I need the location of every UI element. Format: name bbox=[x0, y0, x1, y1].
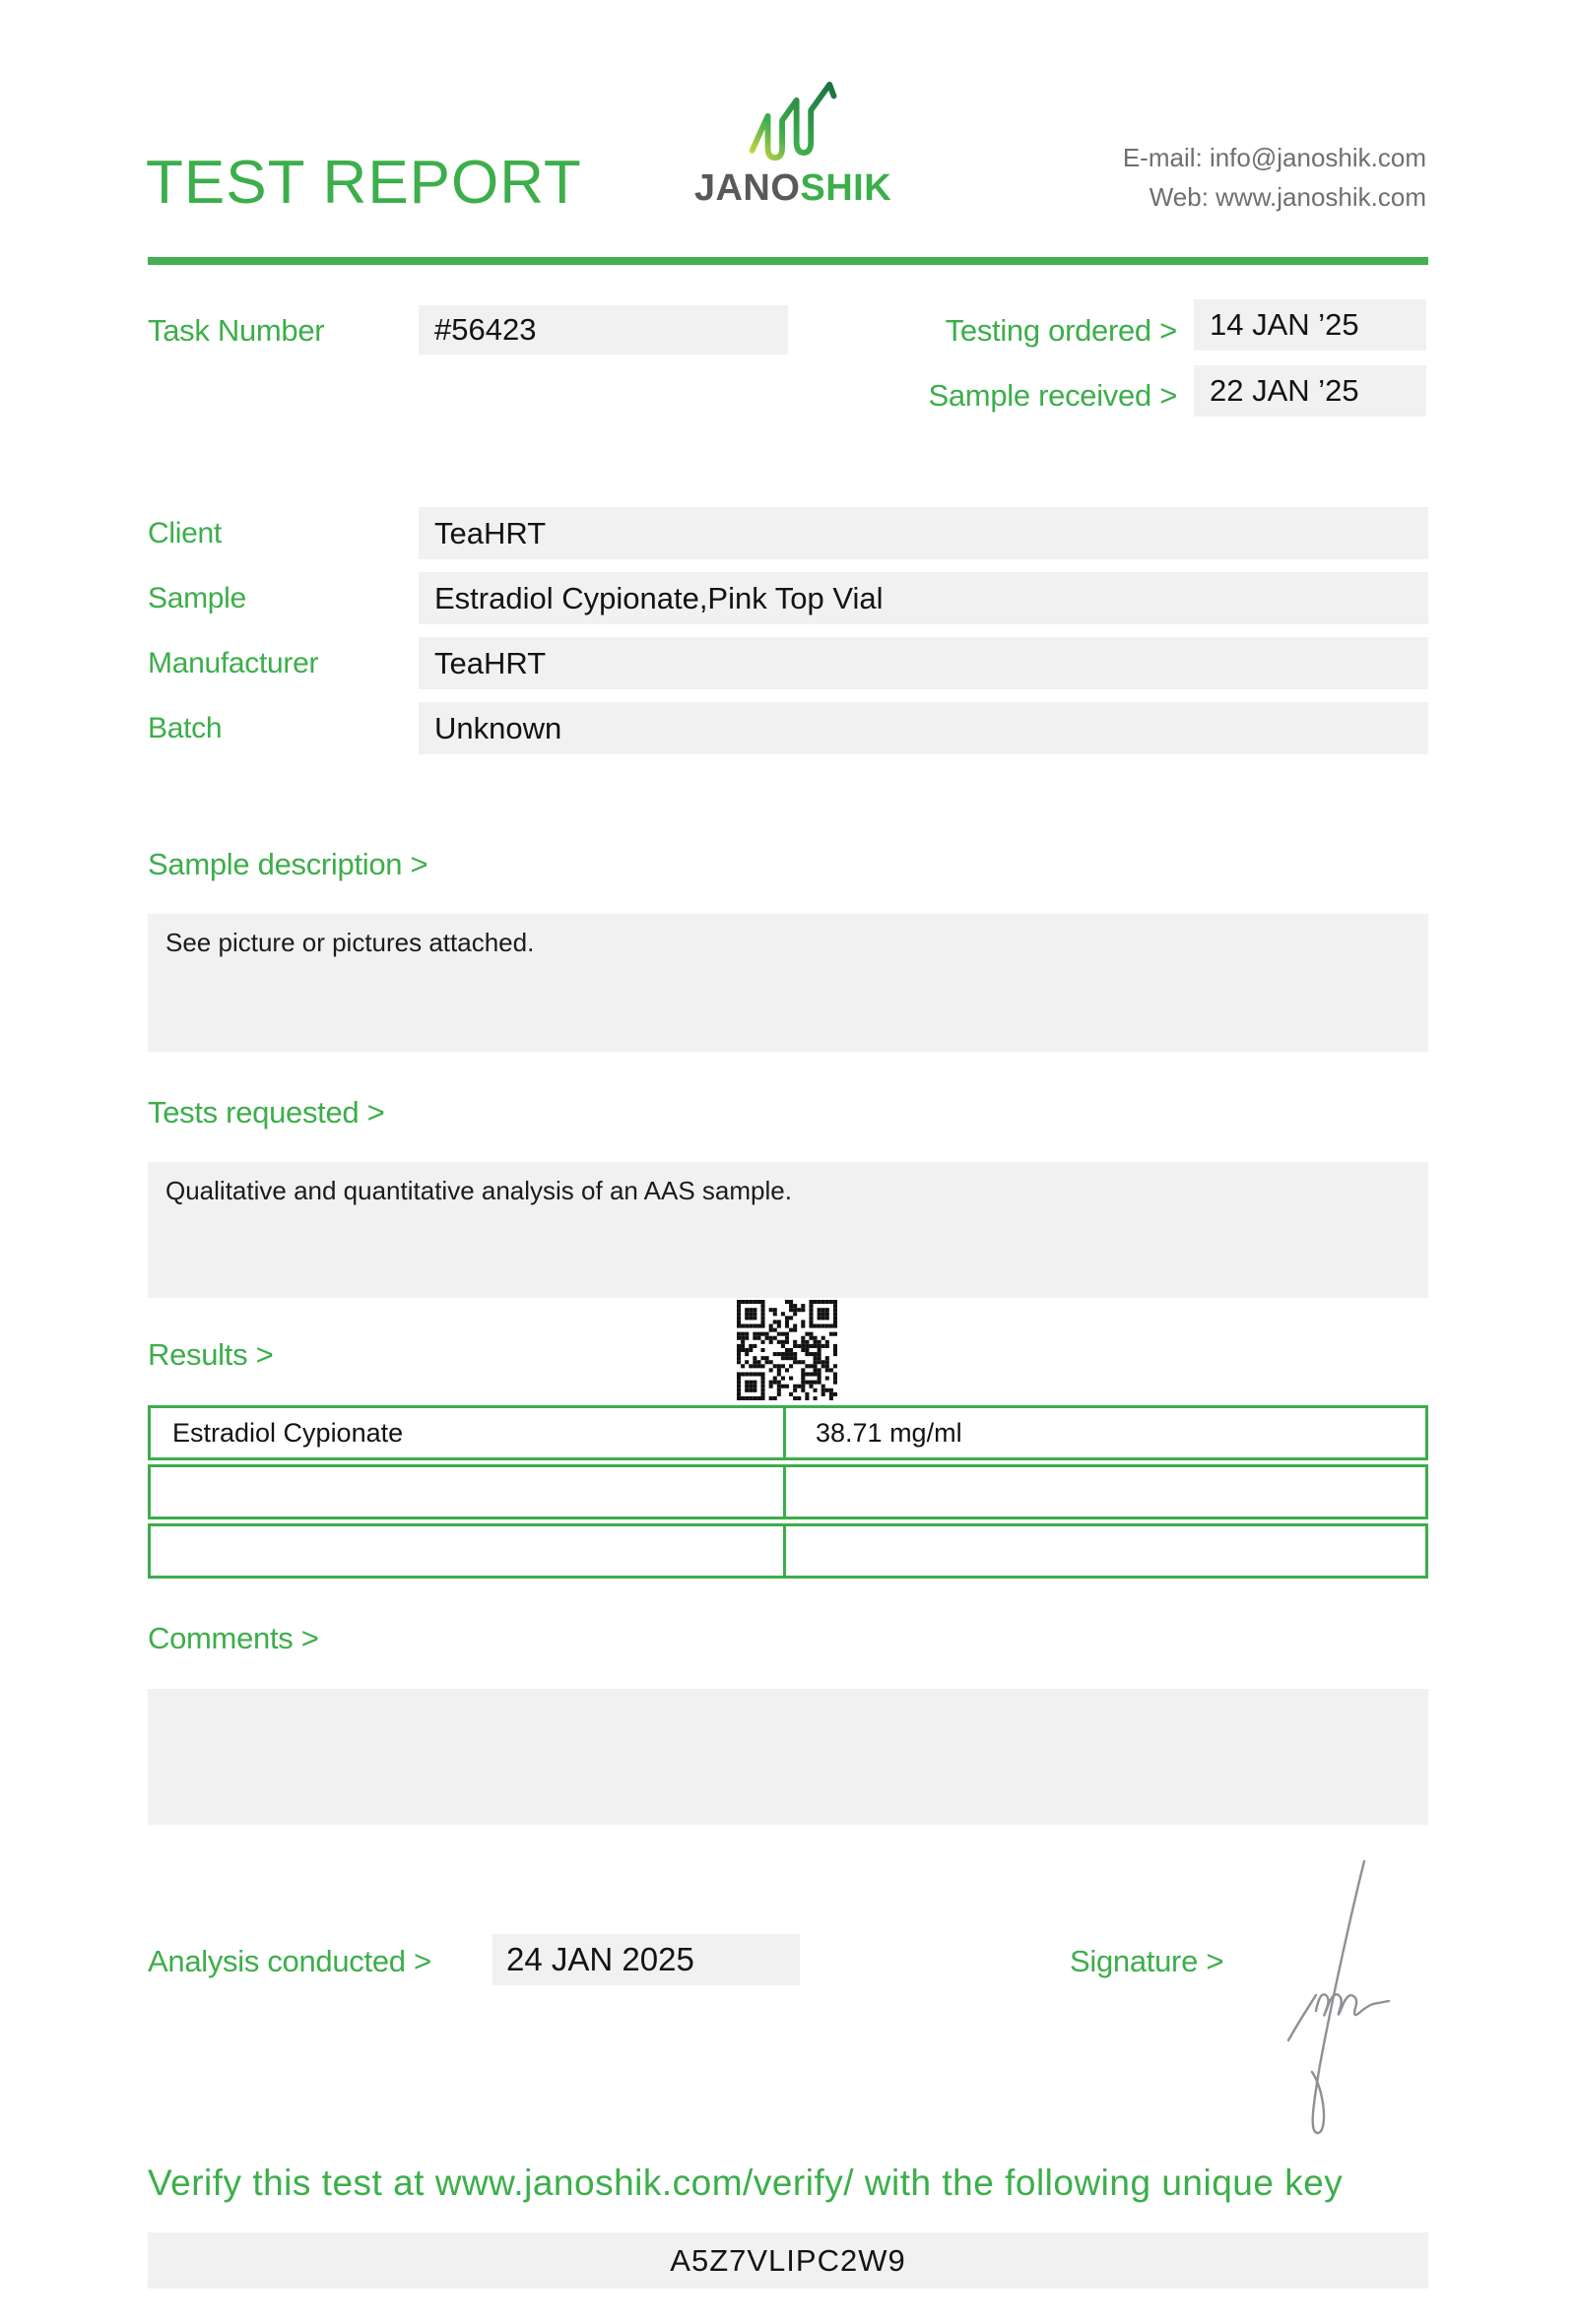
logo-shik: SHIK bbox=[800, 167, 892, 209]
testing-ordered-value: 14 JAN ’25 bbox=[1194, 299, 1426, 351]
sample-label: Sample bbox=[148, 581, 246, 614]
manufacturer-value: TeaHRT bbox=[419, 637, 1428, 689]
logo-chart-icon bbox=[746, 79, 840, 163]
header-divider bbox=[148, 257, 1428, 265]
table-row bbox=[148, 1405, 1428, 1460]
contact-web: Web: www.janoshik.com bbox=[1149, 182, 1426, 212]
task-number-value: #56423 bbox=[419, 305, 788, 355]
batch-value: Unknown bbox=[419, 702, 1428, 754]
batch-label: Batch bbox=[148, 711, 223, 744]
verify-instruction: Verify this test at www.janoshik.com/verify/ with the following unique key bbox=[148, 2163, 1344, 2203]
manufacturer-label: Manufacturer bbox=[148, 646, 319, 679]
sample-received-label: Sample received > bbox=[928, 378, 1177, 413]
sample-description-box: See picture or pictures attached. bbox=[148, 914, 1428, 1052]
result-analyte: Estradiol Cypionate bbox=[151, 1408, 786, 1457]
result-value bbox=[786, 1526, 1425, 1576]
result-analyte bbox=[151, 1467, 786, 1517]
info-row-manufacturer bbox=[148, 637, 1428, 689]
info-row-batch bbox=[148, 702, 1428, 754]
result-analyte bbox=[151, 1526, 786, 1576]
sample-info-list bbox=[148, 507, 1428, 754]
page-title: TEST REPORT bbox=[146, 149, 582, 217]
analysis-conducted-label: Analysis conducted > bbox=[148, 1944, 431, 1978]
tests-requested-heading: Tests requested > bbox=[148, 1095, 385, 1130]
verify-key: A5Z7VLIPC2W9 bbox=[148, 2232, 1428, 2289]
sample-value: Estradiol Cypionate,Pink Top Vial bbox=[419, 572, 1428, 624]
janoshik-logo bbox=[680, 79, 906, 210]
sample-description-heading: Sample description > bbox=[148, 847, 428, 881]
info-row-sample bbox=[148, 572, 1428, 624]
results-table bbox=[148, 1405, 1428, 1582]
qr-code bbox=[737, 1300, 837, 1400]
logo-wordmark bbox=[680, 167, 906, 210]
sample-received-value: 22 JAN ’25 bbox=[1194, 365, 1426, 417]
contact-block bbox=[1123, 138, 1426, 217]
result-value: 38.71 mg/ml bbox=[816, 1417, 962, 1448]
contact-email: E-mail: info@janoshik.com bbox=[1122, 143, 1426, 172]
table-row bbox=[148, 1464, 1428, 1519]
tests-requested-box: Qualitative and quantitative analysis of an AAS sample. bbox=[148, 1162, 1428, 1298]
client-value: TeaHRT bbox=[419, 507, 1428, 559]
info-row-client bbox=[148, 507, 1428, 559]
comments-heading: Comments > bbox=[148, 1621, 319, 1655]
signature-image bbox=[1271, 1853, 1418, 2139]
table-row bbox=[148, 1523, 1428, 1579]
comments-box bbox=[148, 1689, 1428, 1825]
logo-jano: JANO bbox=[693, 167, 801, 209]
results-heading: Results > bbox=[148, 1337, 274, 1372]
analysis-conducted-value: 24 JAN 2025 bbox=[492, 1934, 800, 1985]
result-value bbox=[786, 1467, 1425, 1517]
testing-ordered-label: Testing ordered > bbox=[945, 313, 1177, 348]
task-number-label: Task Number bbox=[148, 313, 325, 348]
client-label: Client bbox=[148, 516, 222, 549]
signature-label: Signature > bbox=[1070, 1944, 1224, 1978]
